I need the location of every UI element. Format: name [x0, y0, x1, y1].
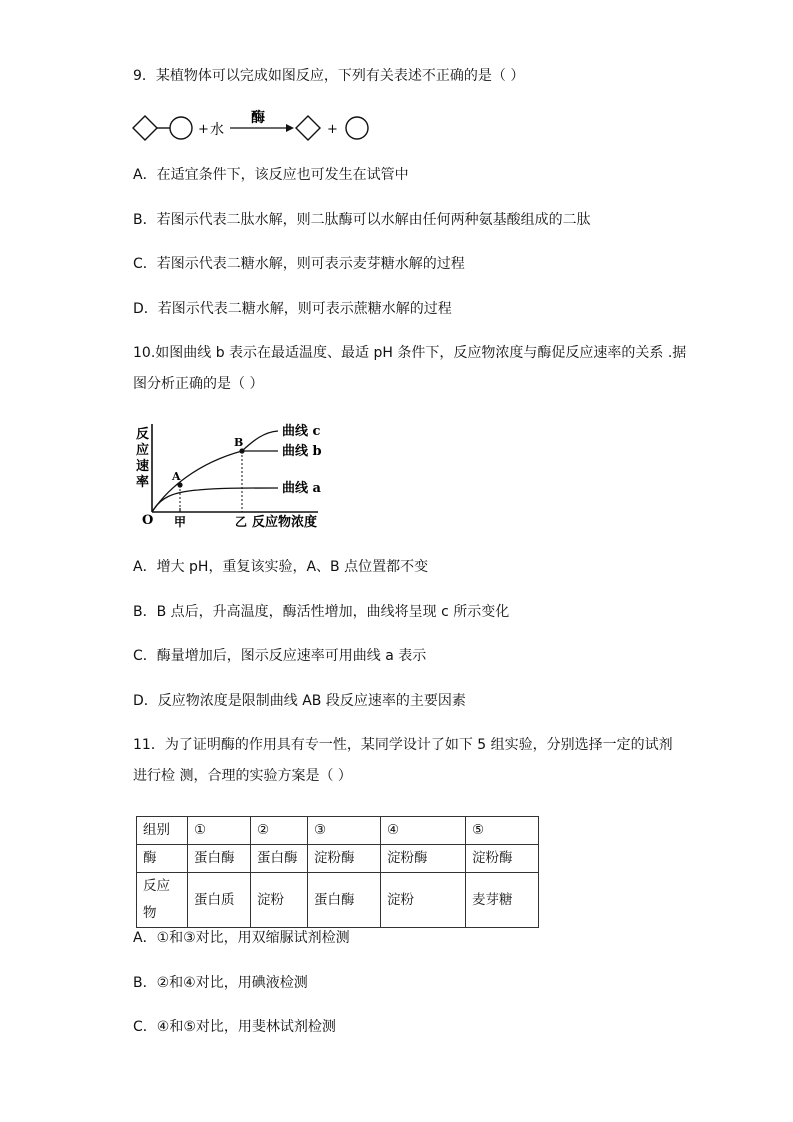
- y-label-char-1: 反: [136, 427, 150, 442]
- q11-option-a: A．①和③对比，用双缩脲试剂检测: [133, 930, 350, 946]
- table-cell: ③: [308, 817, 381, 845]
- table-row: [137, 873, 539, 928]
- q9-reaction-diagram: [128, 108, 388, 148]
- table-cell: ⑤: [466, 817, 539, 845]
- q9-option-a: A．在适宜条件下，该反应也可发生在试管中: [133, 167, 409, 183]
- arrow-head-icon: [286, 124, 294, 132]
- table-cell: 反应物: [137, 873, 188, 928]
- q10-stem-line2: 图分析正确的是（ ）: [133, 376, 264, 392]
- q9-stem: 9．某植物体可以完成如图反应，下列有关表述不正确的是（ ）: [133, 68, 525, 84]
- table-cell: 酶: [137, 845, 188, 873]
- q10-option-d: D．反应物浓度是限制曲线 AB 段反应速率的主要因素: [133, 693, 466, 709]
- q11-experiment-table: [136, 816, 539, 928]
- q10-option-a: A．增大 pH，重复该实验，A、B 点位置都不变: [133, 559, 429, 575]
- table-row: [137, 845, 539, 873]
- enzyme-label: 酶: [251, 110, 265, 126]
- q11-stem-line1: 11．为了证明酶的作用具有专一性，某同学设计了如下 5 组实验，分别选择一定的试剂: [133, 737, 673, 753]
- point-a-label: A: [172, 470, 181, 483]
- curve-a-label: 曲线 a: [282, 481, 321, 496]
- circle-shape-icon: [170, 117, 192, 139]
- curve-b-line: [152, 451, 278, 512]
- q9-option-d: D．若图示代表二糖水解，则可表示蔗糖水解的过程: [133, 301, 452, 317]
- table-cell: 蛋白酶: [251, 845, 308, 873]
- plus-sign-1: +: [198, 122, 209, 137]
- table-cell: 麦芽糖: [466, 873, 539, 928]
- y-label-char-2: 应: [136, 443, 150, 458]
- origin-label: O: [142, 513, 154, 528]
- circle-product-icon: [346, 117, 368, 139]
- point-b-marker: [239, 448, 244, 453]
- table-cell: 淀粉: [381, 873, 466, 928]
- diamond-product-icon: [296, 116, 320, 140]
- q10-rate-chart: [128, 418, 348, 533]
- q11-option-b: B．②和④对比，用碘液检测: [133, 975, 308, 991]
- q9-option-b: B．若图示代表二肽水解，则二肽酶可以水解由任何两种氨基酸组成的二肽: [133, 212, 591, 228]
- q11-stem-line2: 进行检 测，合理的实验方案是（ ）: [133, 768, 352, 784]
- q11-option-c: C．④和⑤对比，用斐林试剂检测: [133, 1019, 336, 1035]
- table-cell: 淀粉酶: [381, 845, 466, 873]
- table-cell: 蛋白酶: [308, 873, 381, 928]
- table-cell: 淀粉: [251, 873, 308, 928]
- table-cell: 蛋白酶: [188, 845, 251, 873]
- curve-b-label: 曲线 b: [282, 444, 322, 459]
- table-cell: 蛋白质: [188, 873, 251, 928]
- diamond-shape-icon: [133, 116, 157, 140]
- table-row: [137, 817, 539, 845]
- x-tick-label-1: 甲: [174, 515, 187, 529]
- point-a-marker: [177, 482, 182, 487]
- x-axis-label: 反应物浓度: [252, 515, 318, 530]
- curve-c-label: 曲线 c: [282, 424, 321, 439]
- q10-option-c: C．酶量增加后，图示反应速率可用曲线 a 表示: [133, 648, 427, 664]
- plus-sign-2: +: [327, 122, 338, 137]
- curve-c-line: [242, 431, 278, 451]
- y-label-char-4: 率: [136, 475, 150, 490]
- curve-a-line: [152, 488, 278, 512]
- table-cell: ①: [188, 817, 251, 845]
- y-label-char-3: 速: [136, 459, 150, 474]
- water-label: 水: [210, 122, 224, 138]
- table-cell: ④: [381, 817, 466, 845]
- table-cell: 淀粉酶: [308, 845, 381, 873]
- x-tick-label-2: 乙: [235, 515, 248, 529]
- q10-stem-line1: 10.如图曲线 b 表示在最适温度、最适 pH 条件下，反应物浓度与酶促反应速率的关系 .据: [133, 345, 687, 361]
- table-cell: 组别: [137, 817, 188, 845]
- point-b-label: B: [234, 436, 244, 449]
- table-cell: 淀粉酶: [466, 845, 539, 873]
- q10-option-b: B．B 点后，升高温度，酶活性增加，曲线将呈现 c 所示变化: [133, 604, 510, 620]
- q9-option-c: C．若图示代表二糖水解，则可表示麦芽糖水解的过程: [133, 256, 465, 272]
- table-cell: ②: [251, 817, 308, 845]
